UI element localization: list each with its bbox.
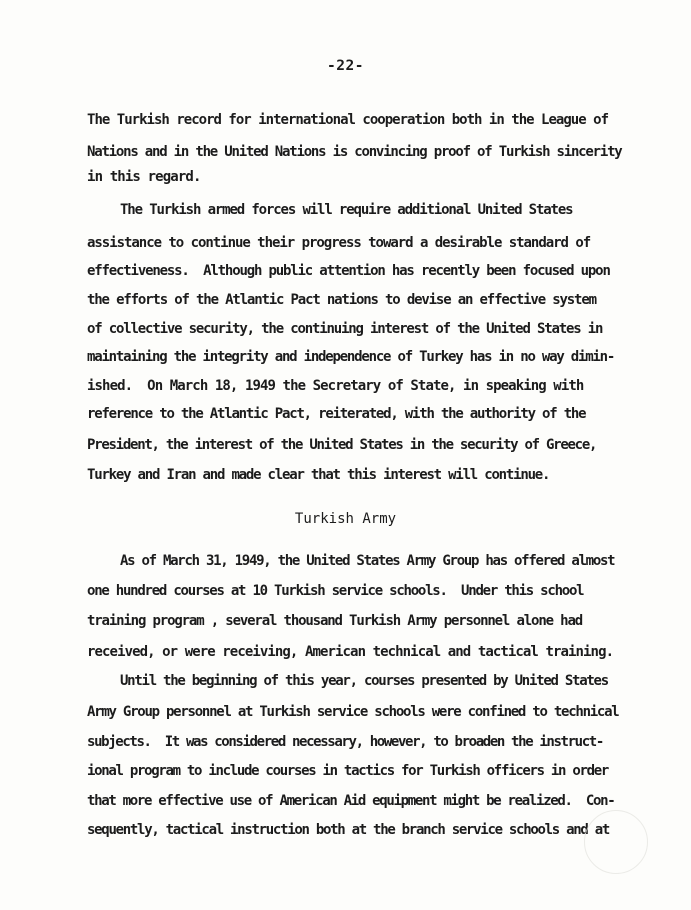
text-line: The Turkish record for international cooperation both in the League of (87, 112, 609, 128)
text-line: Turkey and Iran and made clear that this interest will continue. (87, 467, 550, 483)
text-line: that more effective use of American Aid equipment might be realized. Con- (87, 793, 615, 809)
text-line: Nations and in the United Nations is convincing proof of Turkish sincerity (87, 144, 622, 160)
text-line: the efforts of the Atlantic Pact nations to devise an effective system (87, 292, 596, 308)
text-line: President, the interest of the United States in the security of Greece, (87, 437, 597, 453)
text-line: ional program to include courses in tactics for Turkish officers in order (87, 763, 609, 779)
faint-stamp-mark (584, 810, 648, 874)
text-line: assistance to continue their progress toward a desirable standard of (87, 235, 591, 251)
text-line: training program , several thousand Turkish Army personnel alone had (87, 613, 583, 629)
text-line: one hundred courses at 10 Turkish service schools. Under this school (87, 583, 584, 599)
section-heading: Turkish Army (294, 511, 397, 527)
text-line: The Turkish armed forces will require additional United States (120, 202, 573, 218)
text-line: ished. On March 18, 1949 the Secretary of State, in speaking with (87, 378, 584, 394)
text-line: received, or were receiving, American technical and tactical training. (87, 644, 614, 660)
text-line: maintaining the integrity and independence of Turkey has in no way dimin- (87, 349, 615, 365)
text-line: sequently, tactical instruction both at the branch service schools and at (87, 822, 610, 838)
text-line: subjects. It was considered necessary, however, to broaden the instruct- (87, 734, 603, 750)
text-line: As of March 31, 1949, the United States Army Group has offered almost (120, 553, 615, 569)
text-line: effectiveness. Although public attention has recently been focused upon (87, 263, 610, 279)
text-line: Until the beginning of this year, courses presented by United States (120, 673, 608, 689)
text-line: in this regard. (87, 169, 201, 185)
text-line: reference to the Atlantic Pact, reiterated, with the authority of the (87, 406, 586, 422)
text-line: of collective security, the continuing interest of the United States in (87, 321, 603, 337)
page-number: -22- (327, 58, 364, 74)
text-line: Army Group personnel at Turkish service schools were confined to technical (87, 704, 619, 720)
